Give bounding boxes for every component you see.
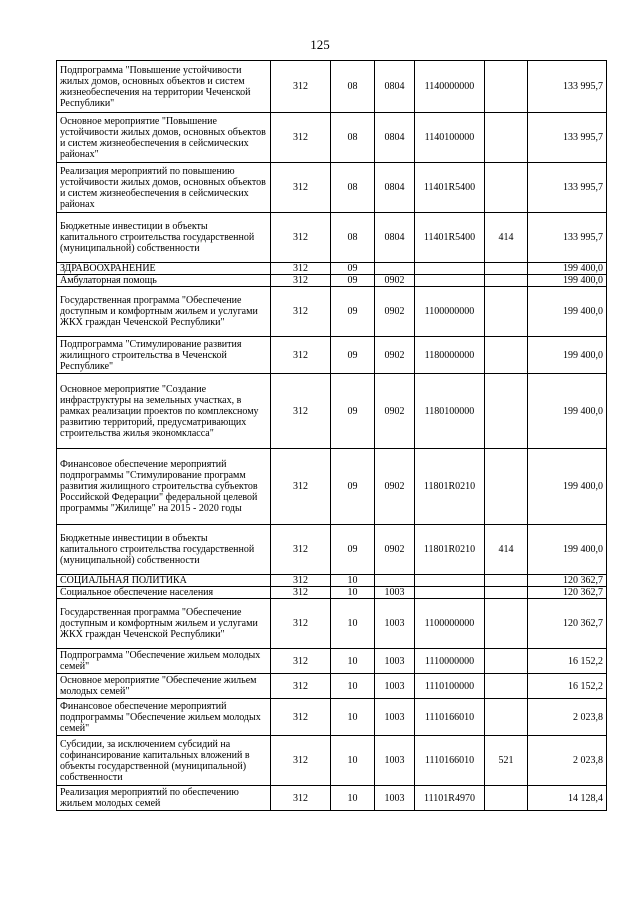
row-sum: 133 995,7: [528, 113, 607, 163]
row-target: 1110100000: [415, 674, 485, 699]
row-vr: [485, 649, 528, 674]
row-subsection: 1003: [375, 587, 415, 599]
row-section: 09: [331, 275, 375, 287]
row-target: 11401R5400: [415, 163, 485, 213]
row-sum: 199 400,0: [528, 374, 607, 449]
row-section: 08: [331, 213, 375, 263]
row-ministry: 312: [271, 61, 331, 113]
row-name: ЗДРАВООХРАНЕНИЕ: [57, 263, 271, 275]
budget-table-body: [57, 61, 607, 811]
row-ministry: 312: [271, 525, 331, 575]
row-target: [415, 263, 485, 275]
row-name: Реализация мероприятий по повышению устойчивости жилых домов, основных объектов и систем жизнеобеспечения в сейсмических районах: [57, 163, 271, 213]
table-row: [57, 649, 607, 674]
table-row: [57, 275, 607, 287]
row-name: Подпрограмма "Стимулирование развития жилищного строительства в Чеченской Республике": [57, 337, 271, 374]
row-subsection: 0804: [375, 61, 415, 113]
row-sum: 133 995,7: [528, 213, 607, 263]
row-ministry: 312: [271, 736, 331, 786]
row-target: 1110166010: [415, 736, 485, 786]
row-ministry: 312: [271, 163, 331, 213]
row-sum: 120 362,7: [528, 599, 607, 649]
table-row: [57, 525, 607, 575]
row-subsection: 1003: [375, 599, 415, 649]
row-target: 11801R0210: [415, 525, 485, 575]
row-section: 10: [331, 587, 375, 599]
table-row: [57, 263, 607, 275]
row-name: Основное мероприятие "Обеспечение жильем молодых семей": [57, 674, 271, 699]
row-subsection: 0902: [375, 337, 415, 374]
table-row: [57, 575, 607, 587]
row-subsection: 0902: [375, 525, 415, 575]
row-target: 11101R4970: [415, 786, 485, 811]
row-target: 1100000000: [415, 599, 485, 649]
row-sum: 199 400,0: [528, 263, 607, 275]
row-sum: 199 400,0: [528, 287, 607, 337]
table-row: [57, 674, 607, 699]
row-name: Государственная программа "Обеспечение доступным и комфортным жильем и услугами ЖКХ граждан Чеченской Республики": [57, 599, 271, 649]
row-vr: [485, 275, 528, 287]
row-section: 10: [331, 575, 375, 587]
row-section: 09: [331, 263, 375, 275]
row-section: 09: [331, 525, 375, 575]
row-subsection: 0902: [375, 275, 415, 287]
row-subsection: [375, 575, 415, 587]
row-section: 10: [331, 786, 375, 811]
table-row: [57, 699, 607, 736]
row-name: Социальное обеспечение населения: [57, 587, 271, 599]
row-ministry: 312: [271, 575, 331, 587]
table-row: [57, 374, 607, 449]
row-vr: 521: [485, 736, 528, 786]
row-target: 1140000000: [415, 61, 485, 113]
table-row: [57, 599, 607, 649]
row-ministry: 312: [271, 275, 331, 287]
row-ministry: 312: [271, 649, 331, 674]
row-name: Основное мероприятие "Повышение устойчивости жилых домов, основных объектов и систем жизнеобеспечения в сейсмических районах": [57, 113, 271, 163]
row-vr: [485, 587, 528, 599]
row-ministry: 312: [271, 213, 331, 263]
row-sum: 120 362,7: [528, 575, 607, 587]
row-target: 1110000000: [415, 649, 485, 674]
row-subsection: 0902: [375, 374, 415, 449]
row-sum: 133 995,7: [528, 163, 607, 213]
row-vr: [485, 61, 528, 113]
row-name: Государственная программа "Обеспечение доступным и комфортным жильем и услугами ЖКХ граждан Чеченской Республики": [57, 287, 271, 337]
table-row: [57, 213, 607, 263]
row-sum: 16 152,2: [528, 649, 607, 674]
row-sum: 120 362,7: [528, 587, 607, 599]
row-name: Субсидии, за исключением субсидий на софинансирование капитальных вложений в объекты государственной (муниципальной) собственности: [57, 736, 271, 786]
row-ministry: 312: [271, 263, 331, 275]
row-section: 09: [331, 374, 375, 449]
table-row: [57, 736, 607, 786]
row-sum: 199 400,0: [528, 449, 607, 525]
table-row: [57, 449, 607, 525]
row-ministry: 312: [271, 374, 331, 449]
row-ministry: 312: [271, 287, 331, 337]
row-target: 1100000000: [415, 287, 485, 337]
row-subsection: 0902: [375, 287, 415, 337]
row-ministry: 312: [271, 113, 331, 163]
row-name: Бюджетные инвестиции в объекты капитального строительства государственной (муниципальной) собственности: [57, 525, 271, 575]
row-ministry: 312: [271, 674, 331, 699]
row-sum: 2 023,8: [528, 736, 607, 786]
row-vr: [485, 374, 528, 449]
row-name: Подпрограмма "Обеспечение жильем молодых семей": [57, 649, 271, 674]
table-row: [57, 587, 607, 599]
row-vr: [485, 449, 528, 525]
row-subsection: 1003: [375, 736, 415, 786]
row-name: Финансовое обеспечение мероприятий подпрограммы "Стимулирование программ развития жилищного строительства субъектов Российской Федерации" федеральной целевой программы "Жилище" на 2015 - 2020 годы: [57, 449, 271, 525]
row-subsection: [375, 263, 415, 275]
row-ministry: 312: [271, 587, 331, 599]
row-name: Основное мероприятие "Создание инфраструктуры на земельных участках, в рамках реализации проектов по комплексному развитию территорий, предусматривающих строительства жилья экономкласса": [57, 374, 271, 449]
row-vr: 414: [485, 525, 528, 575]
row-section: 09: [331, 287, 375, 337]
row-vr: [485, 287, 528, 337]
row-sum: 2 023,8: [528, 699, 607, 736]
row-ministry: 312: [271, 599, 331, 649]
row-sum: 199 400,0: [528, 275, 607, 287]
row-sum: 16 152,2: [528, 674, 607, 699]
table-row: [57, 61, 607, 113]
row-subsection: 0804: [375, 113, 415, 163]
row-section: 10: [331, 599, 375, 649]
row-ministry: 312: [271, 786, 331, 811]
row-subsection: 1003: [375, 786, 415, 811]
row-section: 09: [331, 337, 375, 374]
row-target: 11401R5400: [415, 213, 485, 263]
row-target: 1140100000: [415, 113, 485, 163]
row-vr: [485, 599, 528, 649]
row-name: Амбулаторная помощь: [57, 275, 271, 287]
row-vr: 414: [485, 213, 528, 263]
table-row: [57, 113, 607, 163]
page-number: 125: [310, 37, 330, 52]
row-vr: [485, 699, 528, 736]
row-ministry: 312: [271, 699, 331, 736]
row-name: Реализация мероприятий по обеспечению жильем молодых семей: [57, 786, 271, 811]
row-section: 08: [331, 163, 375, 213]
row-subsection: 0902: [375, 449, 415, 525]
row-target: 11801R0210: [415, 449, 485, 525]
table-row: [57, 287, 607, 337]
row-subsection: 1003: [375, 649, 415, 674]
row-sum: 199 400,0: [528, 525, 607, 575]
budget-table: [56, 60, 607, 811]
table-row: [57, 163, 607, 213]
row-subsection: 0804: [375, 213, 415, 263]
row-name: Финансовое обеспечение мероприятий подпрограммы "Обеспечение жильем молодых семей": [57, 699, 271, 736]
row-vr: [485, 674, 528, 699]
row-target: 1110166010: [415, 699, 485, 736]
row-vr: [485, 113, 528, 163]
row-subsection: 1003: [375, 674, 415, 699]
row-target: 1180000000: [415, 337, 485, 374]
row-section: 08: [331, 61, 375, 113]
row-sum: 199 400,0: [528, 337, 607, 374]
row-vr: [485, 786, 528, 811]
row-name: Подпрограмма "Повышение устойчивости жилых домов, основных объектов и систем жизнеобеспечения на территории Чеченской Республики": [57, 61, 271, 113]
row-target: [415, 587, 485, 599]
row-section: 10: [331, 699, 375, 736]
row-section: 08: [331, 113, 375, 163]
row-section: 10: [331, 649, 375, 674]
row-ministry: 312: [271, 449, 331, 525]
row-subsection: 0804: [375, 163, 415, 213]
row-target: 1180100000: [415, 374, 485, 449]
row-target: [415, 575, 485, 587]
row-sum: 133 995,7: [528, 61, 607, 113]
row-sum: 14 128,4: [528, 786, 607, 811]
row-section: 10: [331, 736, 375, 786]
row-name: СОЦИАЛЬНАЯ ПОЛИТИКА: [57, 575, 271, 587]
table-row: [57, 786, 607, 811]
row-vr: [485, 163, 528, 213]
row-subsection: 1003: [375, 699, 415, 736]
row-vr: [485, 263, 528, 275]
row-section: 10: [331, 674, 375, 699]
row-section: 09: [331, 449, 375, 525]
row-vr: [485, 575, 528, 587]
row-name: Бюджетные инвестиции в объекты капитального строительства государственной (муниципальной) собственности: [57, 213, 271, 263]
row-vr: [485, 337, 528, 374]
row-target: [415, 275, 485, 287]
table-row: [57, 337, 607, 374]
row-ministry: 312: [271, 337, 331, 374]
